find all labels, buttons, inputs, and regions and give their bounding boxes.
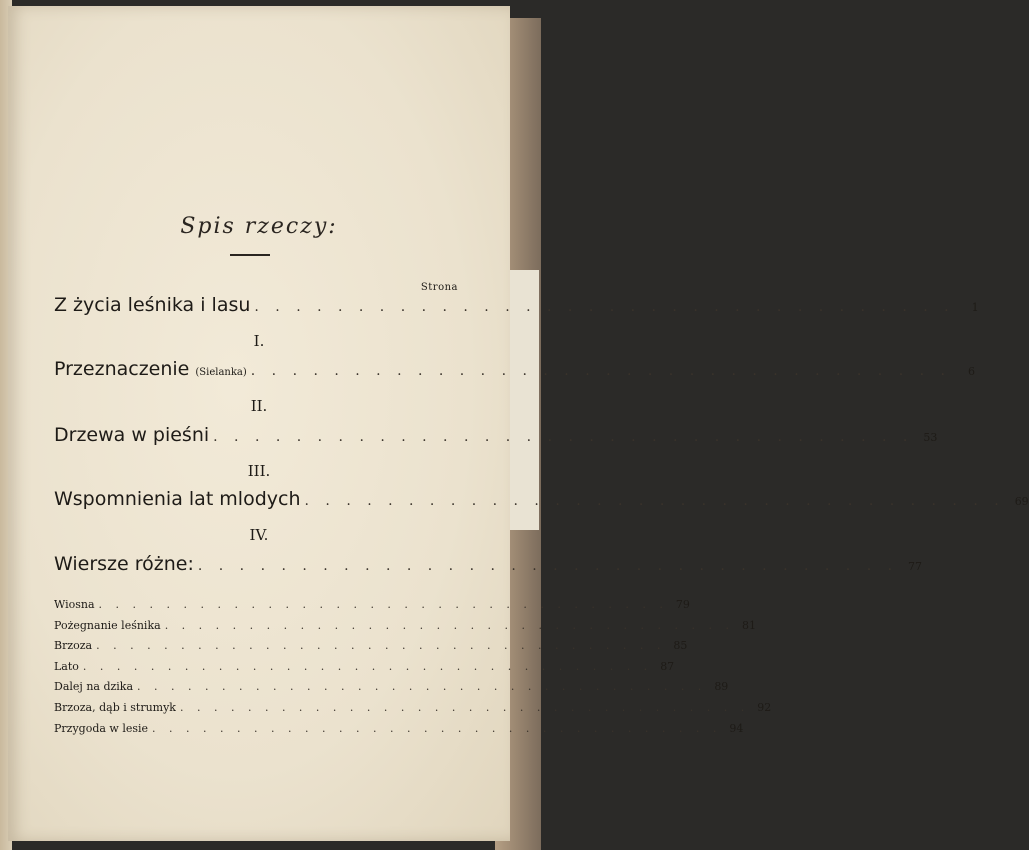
toc-entry-subtitle: (Sielanka) (195, 367, 247, 378)
toc-entry (54, 553, 923, 575)
leader-dots: . . . . . . . . . . . . . . . . . . . . . . . . . . . . . . . . . . (98, 598, 668, 611)
book-page (8, 6, 1029, 841)
toc-entry-page: 69 (1014, 495, 1029, 508)
toc-entry-label: Wiersze różne: (54, 553, 194, 575)
toc-entry (54, 294, 979, 316)
title-divider (230, 254, 270, 256)
page-column-header: Strona (420, 282, 458, 293)
leader-dots: . . . . . . . . . . . . . . . . . . . . . . . . . . . . . . . . . . (213, 429, 914, 445)
poem-page: 87 (660, 660, 675, 673)
poem-page: 85 (673, 639, 688, 652)
section-numeral: III. (247, 462, 271, 480)
toc-entry-label: Wspomnienia lat mlodych (54, 488, 301, 510)
poem-title: Lato (54, 660, 79, 673)
poem-entry (54, 680, 729, 693)
section-numeral: IV. (249, 526, 269, 544)
poem-entry (54, 701, 772, 714)
toc-entry-page: 1 (971, 301, 979, 314)
leader-dots: . . . . . . . . . . . . . . . . . . . . . . . . . . . . . . . . . . (304, 493, 1005, 509)
toc-entry-page: 6 (967, 365, 975, 378)
toc-entry (54, 358, 975, 380)
toc-entry-label: Drzewa w pieśni (54, 424, 210, 446)
poem-title: Przygoda w lesie (54, 722, 149, 735)
toc-entry-label: Przeznaczenie (54, 358, 190, 380)
toc-title: Spis rzeczy: (180, 214, 338, 239)
poem-entry (54, 619, 756, 632)
leader-dots: . . . . . . . . . . . . . . . . . . . . . . . . . . . . . . . . . . (179, 701, 750, 714)
leader-dots: . . . . . . . . . . . . . . . . . . . . . . . . . . . . . . . . . . (96, 639, 666, 652)
poem-page: 94 (729, 722, 744, 735)
poem-title: Pożegnanie leśnika (54, 619, 161, 632)
leader-dots: . . . . . . . . . . . . . . . . . . . . . . . . . . . . . . . . . . (152, 722, 722, 735)
toc-entry (54, 488, 1029, 510)
toc-entry (54, 424, 938, 446)
poem-entry (54, 660, 675, 673)
poem-page: 89 (714, 680, 729, 693)
leader-dots: . . . . . . . . . . . . . . . . . . . . . . . . . . . . . . . . . . (254, 299, 955, 315)
poem-entry (54, 598, 690, 611)
section-numeral: I. (253, 332, 265, 350)
section-numeral: II. (250, 397, 268, 415)
poem-title: Dalej na dzika (54, 680, 134, 693)
toc-entry-label: Z życia leśnika i lasu (54, 294, 251, 316)
poem-title: Brzoza (54, 639, 93, 652)
leader-dots: . . . . . . . . . . . . . . . . . . . . . . . . . . . . . . . . . . (250, 363, 951, 379)
leader-dots: . . . . . . . . . . . . . . . . . . . . . . . . . . . . . . . . . . (197, 558, 899, 574)
poem-page: 92 (757, 701, 772, 714)
leader-dots: . . . . . . . . . . . . . . . . . . . . . . . . . . . . . . . . . . (82, 660, 653, 673)
poem-entry (54, 639, 688, 652)
toc-entry-page: 53 (923, 431, 938, 444)
poem-page: 79 (675, 598, 690, 611)
leader-dots: . . . . . . . . . . . . . . . . . . . . . . . . . . . . . . . . . . (164, 619, 734, 632)
poem-page: 81 (741, 619, 756, 632)
leader-dots: . . . . . . . . . . . . . . . . . . . . . . . . . . . . . . . . . . (137, 680, 707, 693)
toc-entry-page: 77 (908, 560, 923, 573)
poem-title: Brzoza, dąb i strumyk (54, 701, 176, 714)
poem-entry (54, 722, 744, 735)
poem-title: Wiosna (54, 598, 95, 611)
